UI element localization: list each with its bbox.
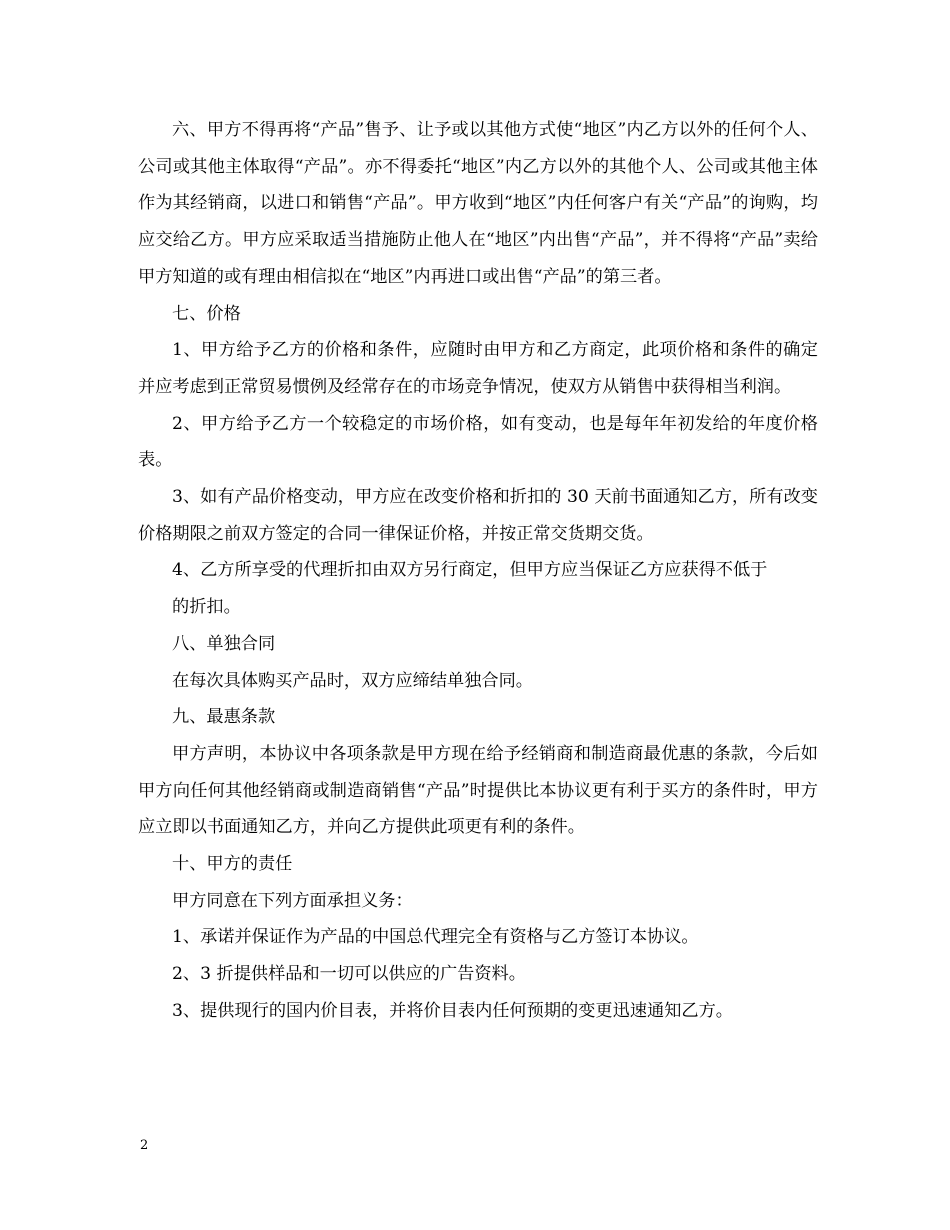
paragraph-discount-continuation: 的折扣。 xyxy=(172,597,241,618)
paragraph-price-2: 2、甲方给予乙方一个较稳定的市场价格，如有变动，也是每年年初发给的年度价格表。 xyxy=(138,413,818,471)
section-heading-separate-contract: 八、单独合同 xyxy=(172,633,276,654)
paragraph-exclusivity-clause: 六、甲方不得再将“产品”售予、让予或以其他方式使“地区”内乙方以外的任何个人、公司或其他主体取得“产品”。亦不得委托“地区”内乙方以外的其他个人、公司或其他主体作为其经销商，以进口和销售“产品”。甲方收到“地区”内任何客户有关“产品”的询购，均应交给乙方。甲方应采取适当措施防止他人在“地区”内出售“产品”，并不得将“产品”卖给甲方知道的或有理由相信拟在“地区”内再进口或出售“产品”的第三者。 xyxy=(138,120,818,287)
paragraph-party-a-intro: 甲方同意在下列方面承担义务： xyxy=(172,890,413,911)
section-heading-party-a-duties: 十、甲方的责任 xyxy=(172,854,293,875)
section-heading-price: 七、价格 xyxy=(172,303,241,324)
page-number: 2 xyxy=(140,1138,149,1153)
document-body xyxy=(138,112,818,1030)
section-heading-most-favored: 九、最惠条款 xyxy=(172,707,276,728)
paragraph-most-favored: 甲方声明，本协议中各项条款是甲方现在给予经销商和制造商最优惠的条款，今后如甲方向任何其他经销商或制造商销售“产品”时提供比本协议更有利于买方的条件时，甲方应立即以书面通知乙方，并向乙方提供此项更有利的条件。 xyxy=(138,743,818,838)
paragraph-duty-2: 2、3 折提供样品和一切可以供应的广告资料。 xyxy=(172,964,526,985)
paragraph-price-3: 3、如有产品价格变动，甲方应在改变价格和折扣的 30 天前书面通知乙方，所有改变价格期限之前双方签定的合同一律保证价格，并按正常交货期交货。 xyxy=(138,487,818,544)
paragraph-duty-3: 3、提供现行的国内价目表，并将价目表内任何预期的变更迅速通知乙方。 xyxy=(172,1000,733,1021)
paragraph-duty-1: 1、承诺并保证作为产品的中国总代理完全有资格与乙方签订本协议。 xyxy=(172,927,699,948)
paragraph-separate-contract: 在每次具体购买产品时，双方应缔结单独合同。 xyxy=(172,670,533,691)
paragraph-price-1: 1、甲方给予乙方的价格和条件，应随时由甲方和乙方商定，此项价格和条件的确定并应考虑到正常贸易惯例及经常存在的市场竞争情况，使双方从销售中获得相当利润。 xyxy=(138,340,818,397)
paragraph-price-4: 4、乙方所享受的代理折扣由双方另行商定，但甲方应当保证乙方应获得不低于 xyxy=(172,560,768,581)
